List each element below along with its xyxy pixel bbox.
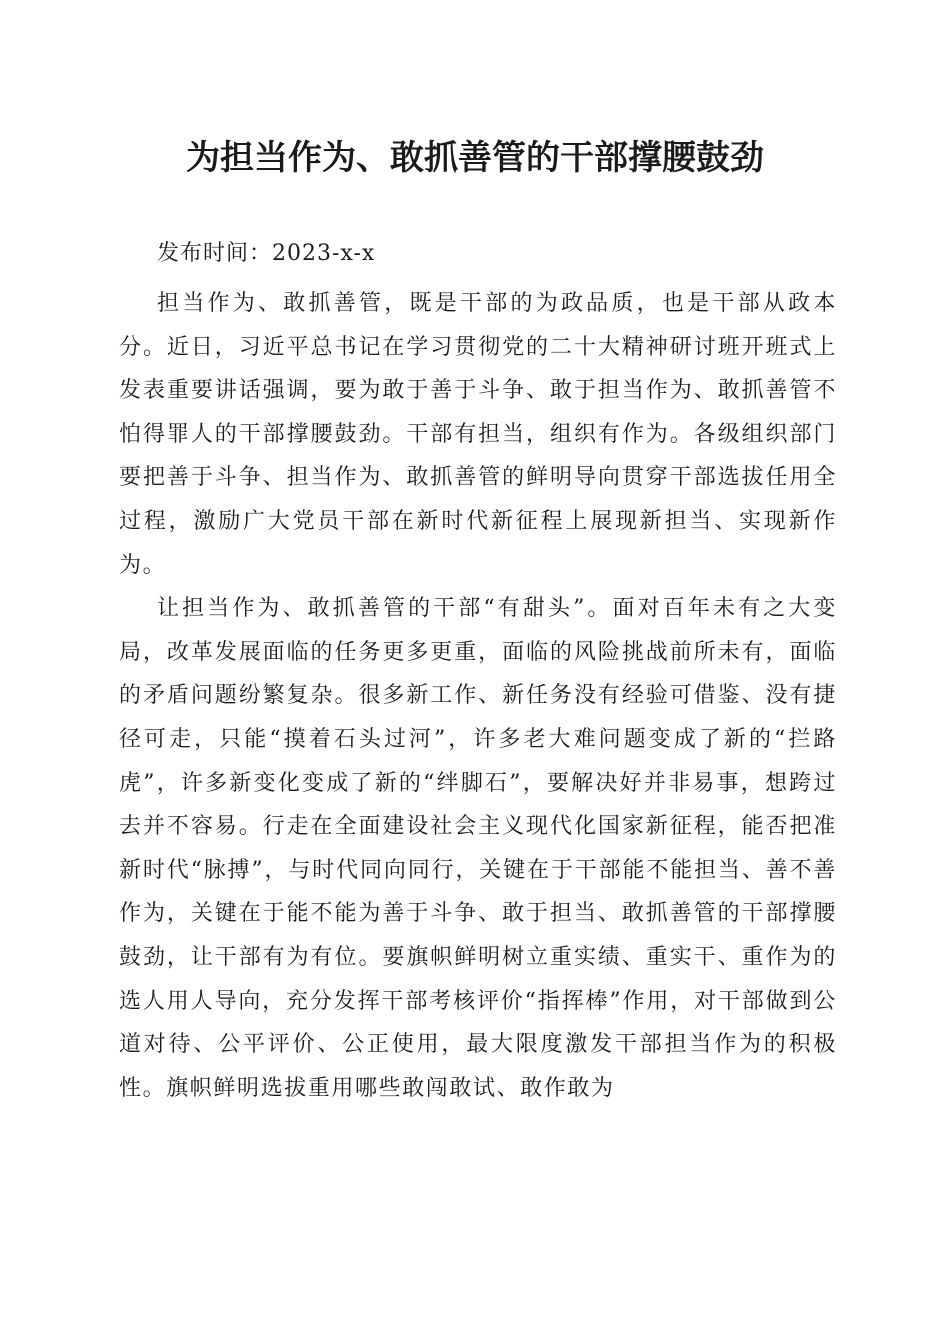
paragraph-2: 让担当作为、敢抓善管的干部“有甜头”。面对百年未有之大变局，改革发展面临的任务更多更重，面临的风险挑战前所未有，面临的矛盾问题纷繁复杂。很多新工作、新任务没有经验可借鉴、没有捷径可走，只能“摸着石头过河”，许多老大难问题变成了新的“拦路虎”，许多新变化变成了新的“绊脚石”，要解决好并非易事，想跨过去并不容易。行走在全面建设社会主义现代化国家新征程，能否把准新时代“脉搏”，与时代同向同行，关键在于干部能不能担当、善不善作为，关键在于能不能为善于斗争、敢于担当、敢抓善管的干部撑腰鼓劲，让干部有为有位。要旗帜鲜明树立重实绩、重实干、重作为的选人用人导向，充分发挥干部考核评价“指挥棒”作用，对干部做到公道对待、公平评价、公正使用，最大限度激发干部担当作为的积极性。旗帜鲜明选拔重用哪些敢闯敢试、敢作敢为 <box>119 596 837 1101</box>
article-body <box>119 282 837 1110</box>
document-title: 为担当作为、敢抓善管的干部撑腰鼓劲 <box>186 138 764 178</box>
publish-date: 发布时间：2023-x-x <box>157 241 376 266</box>
paragraph-1: 担当作为、敢抓善管，既是干部的为政品质，也是干部从政本分。近日，习近平总书记在学习贯彻党的二十大精神研讨班开班式上发表重要讲话强调，要为敢于善于斗争、敢于担当作为、敢抓善管不怕得罪人的干部撑腰鼓劲。干部有担当，组织有作为。各级组织部门要把善于斗争、担当作为、敢抓善管的鲜明导向贯穿干部选拔任用全过程，激励广大党员干部在新时代新征程上展现新担当、实现新作为。 <box>119 291 837 578</box>
